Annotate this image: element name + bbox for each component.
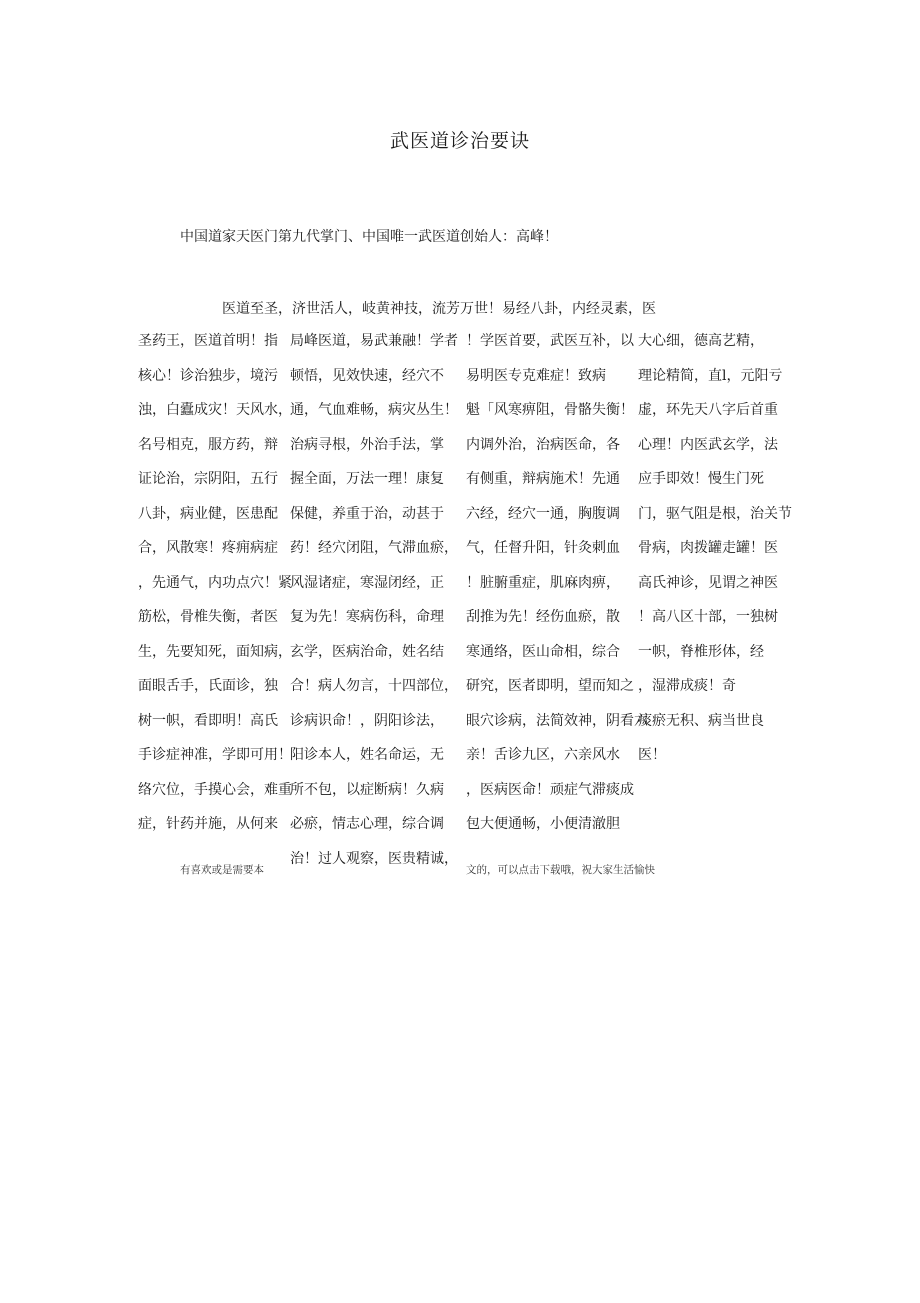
text-column-4 xyxy=(638,332,792,781)
column-line: 理论精简，直l，元阳亏 xyxy=(638,367,783,384)
column-line: 通，气血难畅，病灾丛生！ xyxy=(290,402,458,418)
column-line: 内调外治，治病医命，各 xyxy=(466,436,620,453)
column-line: 魁「风寒痹阻，骨骼失衡！ xyxy=(466,402,634,418)
text-column-2 xyxy=(290,332,464,884)
column-line: ，湿滞成痰！奇 xyxy=(638,678,736,694)
document-subtitle: 中国道家天医门第九代掌门、中国唯一武医道创始人：高峰！ xyxy=(180,229,558,245)
column-line: 所不包，以症断病！久病 xyxy=(290,781,444,798)
column-line: 眼穴诊病，法简效神，阴看六 xyxy=(466,712,648,729)
column-line: 证论治，宗阴阳，五行 xyxy=(138,471,278,487)
column-line: 痰瘀无积、病当世良 xyxy=(638,712,764,729)
column-line: 医！ xyxy=(638,747,666,763)
column-line: 局峰医道，易武兼融！学者 xyxy=(290,333,458,349)
column-line: 络穴位，手摸心会，难重 xyxy=(138,781,292,798)
column-line: 症，针药并施，从何来 xyxy=(138,816,278,832)
footer-note-right: 文的，可以点击下载哦，祝大家生活愉快 xyxy=(466,864,655,876)
column-line: 亲！舌诊九区，六亲风水 xyxy=(466,747,620,763)
column-line: 心理！内医武玄学，法 xyxy=(638,436,778,453)
column-line: 六经，经穴一通，胸腹调 xyxy=(466,505,620,522)
text-column-3 xyxy=(466,332,648,850)
column-line: ！学医首要，武医互补，以 xyxy=(466,333,634,349)
column-line: 树一帜，看即明！高氏 xyxy=(138,712,278,729)
column-line: 复为先！寒病伤科，命理 xyxy=(290,609,444,625)
column-line: 诊病识命！，阴阳诊法， xyxy=(290,712,444,729)
column-line: 合，风散寒！疼痈病症 xyxy=(138,540,278,556)
column-line: 治！过人观察，医贵精诚， xyxy=(290,850,458,867)
column-line: 名号相克，服方药，辩 xyxy=(138,436,278,453)
column-line: 圣药王，医道首明！指 xyxy=(138,333,278,349)
column-line: 握全面，万法一理！康复 xyxy=(290,471,444,487)
column-line: 高氏神诊，见谓之神医 xyxy=(638,574,778,591)
column-line: 骨病，肉拨罐走罐！医 xyxy=(638,540,778,556)
column-line: ，医病医命！顽症气滞痰成 xyxy=(466,781,634,798)
column-line: ！高八区十部，一独树 xyxy=(638,609,778,625)
column-line: 阳诊本人，姓名命运，无 xyxy=(290,747,444,763)
text-column-1 xyxy=(138,332,290,850)
column-line: ！脏腑重症，肌麻肉痹， xyxy=(466,574,620,591)
column-line: 面眼舌手，氏面诊，独 xyxy=(138,678,278,694)
column-line: 核心！诊治独步，境污 xyxy=(138,367,278,384)
column-line: 包大便通畅，小便清澈胆 xyxy=(466,816,620,832)
column-line: 有侧重，辩病施术！先通 xyxy=(466,471,620,487)
column-line: 门，驱气阻是根，治关节 xyxy=(638,505,792,522)
column-line: 合！病人勿言，十四部位， xyxy=(290,678,458,694)
column-line: 浊，白蠹成灾！天风水， xyxy=(138,402,292,418)
column-line: 顿悟，见效快速，经穴不 xyxy=(290,367,444,384)
column-line: 八卦，病业健，医患配 xyxy=(138,505,278,522)
column-line: 保健，养重于治，动甚于 xyxy=(290,505,444,522)
column-line: 研究，医者即明，望而知之 xyxy=(466,678,634,694)
column-line: 一帜，脊椎形体，经 xyxy=(638,643,764,660)
document-title: 武医道诊治要诀 xyxy=(389,130,530,152)
column-line: 刮推为先！经伤血瘀，散 xyxy=(466,609,620,625)
column-line: 大心细，德高艺精， xyxy=(638,333,764,349)
column-line: 治病寻根，外治手法，掌 xyxy=(290,436,444,453)
column-line: 易明医专克难症！致病 xyxy=(466,367,606,384)
intro-line: 医道至圣，济世活人，岐黄神技，流芳万世！易经八卦，内经灵素，医 xyxy=(222,301,656,317)
column-line: 药！经穴闭阻，气滞血瘀， xyxy=(290,540,458,556)
column-line: 风湿诸症，寒湿闭经，正 xyxy=(290,574,444,591)
column-line: 必瘀，情志心理，综合调 xyxy=(290,816,444,832)
column-line: 玄学，医病治命，姓名结 xyxy=(290,643,444,660)
column-line: ，先通气，内功点穴！紧 xyxy=(138,574,292,591)
column-line: 应手即效！慢生门死 xyxy=(638,471,764,487)
footer-note-left: 有喜欢或是需要本 xyxy=(180,864,264,876)
column-line: 气，任督升阳，针灸刺血 xyxy=(466,540,620,556)
column-line: 筋松，骨椎失衡，者医 xyxy=(138,609,278,625)
column-line: 寒通络，医山命相，综合 xyxy=(466,643,620,660)
column-line: 虚，环先天八字后首重 xyxy=(638,402,778,418)
column-line: 生，先要知死，面知病， xyxy=(138,643,292,660)
column-line: 手诊症神准，学即可用！ xyxy=(138,747,292,763)
